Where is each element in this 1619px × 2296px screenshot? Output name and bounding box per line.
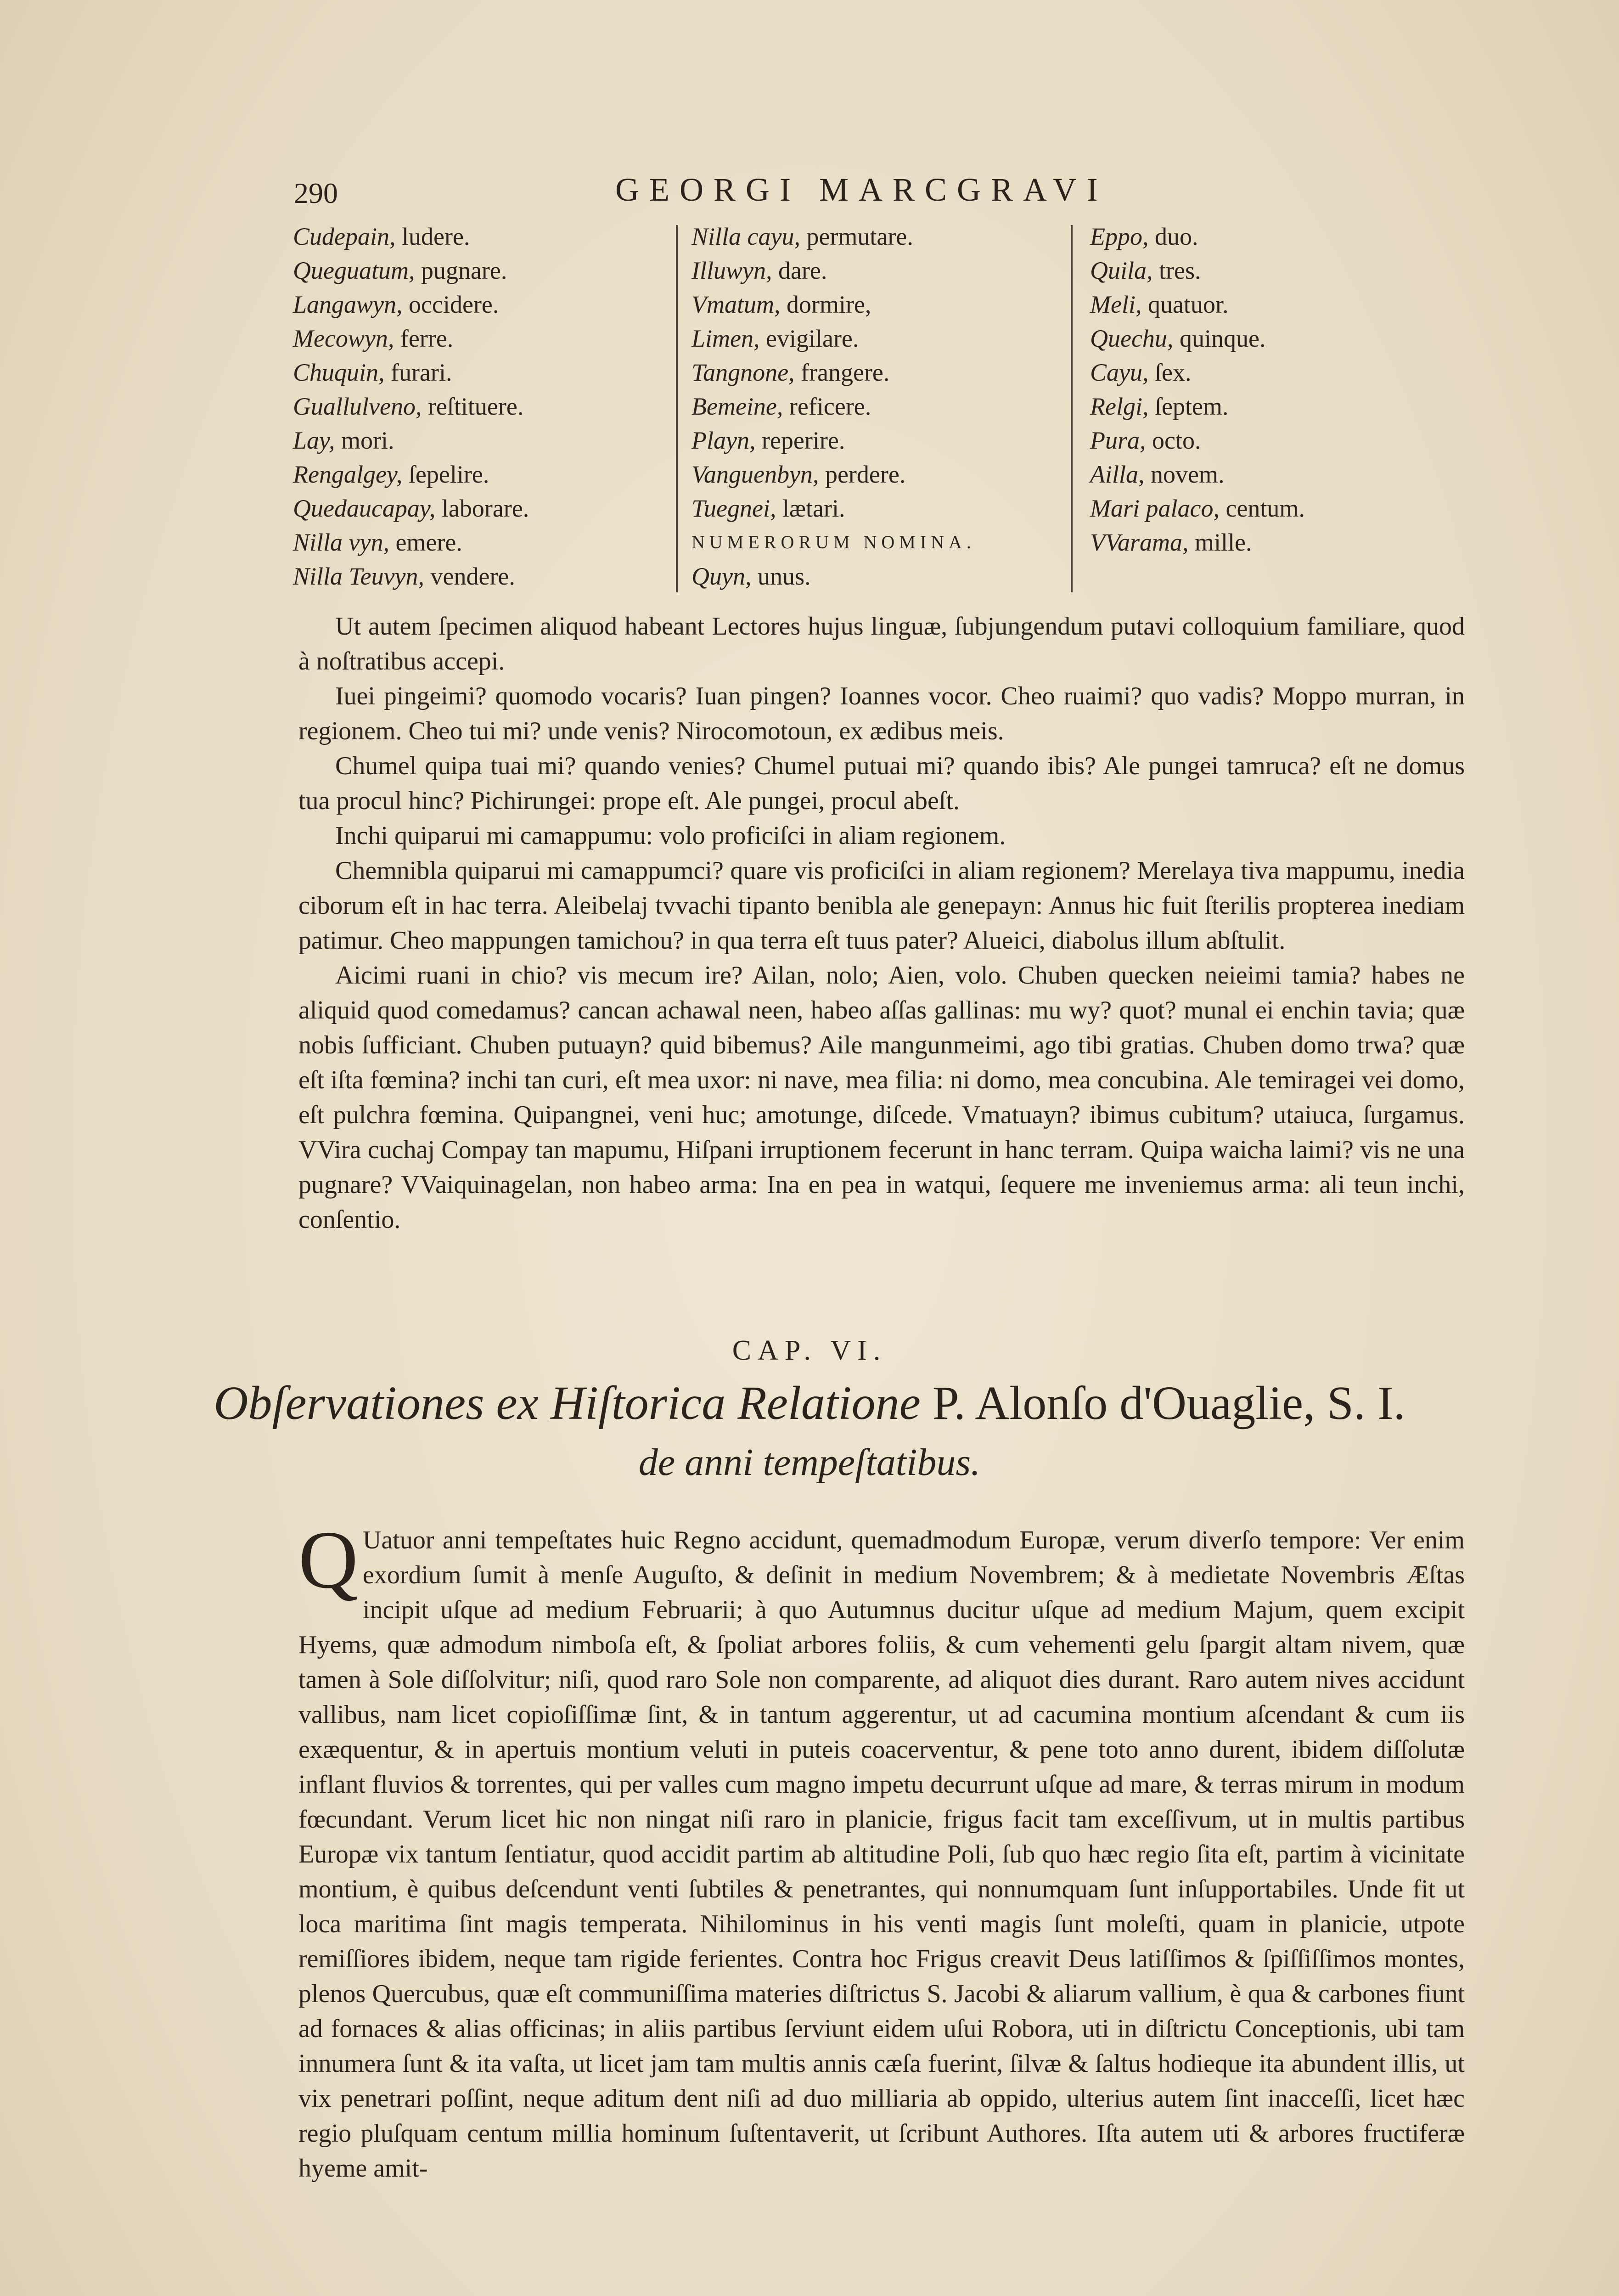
vocab-term: Limen,: [691, 325, 760, 352]
vocab-term: Tuegnei,: [691, 495, 776, 522]
vocab-entry: [293, 321, 660, 355]
vocab-term: Nilla vyn,: [293, 529, 389, 556]
vocab-gloss: furari.: [391, 359, 452, 386]
vocab-gloss: vendere.: [430, 563, 515, 590]
numeral-entry: [1090, 355, 1457, 389]
vocab-term: Mecowyn,: [293, 325, 394, 352]
numeral-entry: [1090, 287, 1457, 321]
vocab-entry: [293, 491, 660, 525]
body-text: Uatuor anni tempeſtates huic Regno accidunt, quemadmodum Europæ, verum diverſo tempore: Ver enim exordium ſumit à menſe Auguſto, & deſinit in medium Novembrem; & à medietate Novembris Æſtas incipit uſque ad medium Februarii; à quo Autumnus ducitur uſque ad medium Majum, quem excipit Hyems, quæ admodum nimboſa eſt, & ſpoliat arbores foliis, & cum vehementi gelu ſpargit altam nivem, quæ tamen à Sole diſſolvitur; niſi, quod raro Sole non comparente, ad aliquot dies durant. Raro autem nives accidunt vallibus, nam licet copioſiſſimæ ſint, & in tantum aggerentur, ut ad cacumina montium aſcendant & cum iis exæquentur, & in apertuis montium veluti in puteis coacerventur, & pene toto anno durent, ibidem diſſolutæ inflant fluvios & torrentes, qui per valles cum magno impetu decurrunt uſque ad mare, & terras mirum in modum fœcundant. Verum licet hic non ningat niſi raro in planicie, frigus facit tam exceſſivum, ut in multis partibus Europæ vix tantum ſentiatur, quod accidit partim ab altitudine Poli, ſub quo hæc regio ſita eſt, partim à vicinitate montium, è quibus deſcendunt venti ſubtiles & penetrantes, qui nonnumquam ſunt inſupportabiles. Unde fit ut loca maritima ſint magis temperata. Nihilominus in his venti magis ſunt moleſti, quam in planicie, utpote remiſſiores ibidem, neque tam rigide ferientes. Contra hoc Frigus creavit Deus latiſſimos & ſpiſſiſſimos montes, plenos Quercubus, quæ eſt communiſſima materies diſtrictus S. Jacobi & aliarum vallium, è qua & carbones fiunt ad fornaces & alias officinas; in aliis partibus ſerviunt eidem uſui Robora, uti in diſtrictu Conceptionis, ubi tam innumera ſunt & ita vaſta, ut licet jam tam multis annis cæſa fuerint, ſilvæ & ſaltus hodieque ita abundent illis, ut vix penetrari poſſint, neque aditum dent niſi ad duo milliaria ab oppido, ulterius autem ſint inacceſſi, licet hæc regio pluſquam centum millia hominum ſuſtentaverit, ut ſcribunt Authores. Iſta autem uti & arbores fructiferæ hyeme amit-: [298, 1526, 1465, 2183]
numeral-gloss: ſeptem.: [1154, 393, 1229, 420]
vocab-gloss: dormire,: [786, 291, 871, 318]
vocab-gloss: evigilare.: [766, 325, 859, 352]
numeral-entry: [1090, 389, 1457, 423]
numeral-entry: [1090, 491, 1457, 525]
numeral-gloss: duo.: [1155, 223, 1198, 250]
vocab-term: Nilla Teuvyn,: [293, 563, 425, 590]
numeral-term: Quechu,: [1090, 325, 1174, 352]
vocab-term: Playn,: [691, 427, 756, 454]
running-head: GEORGI MARCGRAVI: [615, 171, 1108, 208]
vocab-entry: [691, 423, 1068, 457]
numeral-gloss: quatuor.: [1147, 291, 1229, 318]
chapter-label: CAP. VI.: [732, 1335, 887, 1366]
column-rule-left: [676, 225, 678, 592]
vocab-term: Cudepain,: [293, 223, 396, 250]
vocab-gloss: perdere.: [825, 461, 906, 488]
vocab-gloss: mori.: [341, 427, 394, 454]
numeral-term: Relgi,: [1090, 393, 1149, 420]
chapter-title-part1: Obſervationes ex Hiſtorica Relatione: [214, 1377, 921, 1429]
vocab-term: Lay,: [293, 427, 335, 454]
vocabulary-column-2: [691, 219, 1068, 593]
vocab-gloss: pugnare.: [421, 257, 507, 284]
vocab-entry: [293, 287, 660, 321]
vocab-entry: [691, 559, 1068, 593]
numeral-entry: [1090, 525, 1457, 559]
vocab-entry: [691, 389, 1068, 423]
dialogue-intro: Ut autem ſpecimen aliquod habeant Lectores hujus linguæ, ſubjungendum putavi colloquium familiare, quod à noſtratibus accepi.: [298, 612, 1465, 675]
vocab-gloss: occidere.: [409, 291, 499, 318]
vocab-gloss: ſepelire.: [408, 461, 489, 488]
vocab-gloss: ferre.: [400, 325, 454, 352]
numeral-term: Eppo,: [1090, 223, 1149, 250]
numeral-term: Quila,: [1090, 257, 1153, 284]
chapter-subtitle: de anni tempeſtatibus.: [638, 1441, 981, 1484]
numeral-term: Pura,: [1090, 427, 1146, 454]
vocab-entry: [691, 219, 1068, 253]
vocab-entry: [293, 525, 660, 559]
numeral-gloss: quinque.: [1179, 325, 1266, 352]
numeral-entry: [1090, 321, 1457, 355]
vocab-gloss: dare.: [778, 257, 827, 284]
vocab-gloss: frangere.: [801, 359, 890, 386]
vocab-term: Chuquin,: [293, 359, 385, 386]
dialogue-paragraph: Chumel quipa tuai mi? quando venies? Chumel putuai mi? quando ibis? Ale pungei tamruca? eſt ne domus tua procul hinc? Pichirungei: prope eſt. Ale pungei, procul abeſt.: [298, 752, 1465, 815]
numeral-gloss: mille.: [1195, 529, 1252, 556]
vocab-term: Nilla cayu,: [691, 223, 800, 250]
numeral-term: Cayu,: [1090, 359, 1149, 386]
vocab-term: Guallulveno,: [293, 393, 422, 420]
vocab-entry: [691, 321, 1068, 355]
vocab-entry: [293, 219, 660, 253]
vocab-term: Langawyn,: [293, 291, 403, 318]
vocab-term: Vmatum,: [691, 291, 781, 318]
body-paragraph: [298, 1514, 1465, 2186]
vocab-entry: [293, 559, 660, 593]
vocab-term: Quedaucapay,: [293, 495, 436, 522]
numeral-gloss: tres.: [1159, 257, 1201, 284]
vocab-term: Queguatum,: [293, 257, 415, 284]
vocab-entry: [293, 253, 660, 287]
numeral-gloss: novem.: [1151, 461, 1225, 488]
vocab-gloss: reperire.: [761, 427, 845, 454]
numerals-heading: NUMERORUM NOMINA.: [691, 532, 976, 552]
drop-cap: Q: [298, 1514, 358, 1605]
dialogue-paragraph: Iuei pingeimi? quomodo vocaris? Iuan pingen? Ioannes vocor. Cheo ruaimi? quo vadis? Moppo murran, in regionem. Cheo tui mi? unde venis? Nirocomotoun, ex ædibus meis.: [298, 682, 1465, 745]
numerals-column: [1090, 219, 1457, 559]
numeral-gloss: ſex.: [1155, 359, 1192, 386]
numeral-term: Mari palaco,: [1090, 495, 1220, 522]
vocab-entry: [293, 355, 660, 389]
vocab-entry: [691, 287, 1068, 321]
vocab-gloss: lætari.: [782, 495, 845, 522]
vocab-entry: [293, 423, 660, 457]
numeral-entry: [1090, 423, 1457, 457]
numeral-term: Ailla,: [1090, 461, 1145, 488]
chapter-title-part2: P. Alonſo d'Ouaglie, S. I.: [932, 1377, 1405, 1429]
vocab-gloss: laborare.: [441, 495, 529, 522]
dialogue-section: [298, 609, 1465, 1237]
chapter-title: [0, 1376, 1619, 1430]
vocab-entry: [293, 389, 660, 423]
vocab-gloss: emere.: [395, 529, 462, 556]
numeral-entry: [1090, 457, 1457, 491]
dialogue-paragraph: Chemnibla quiparui mi camappumci? quare vis proficiſci in aliam regionem? Merelaya tiva mappumu, inedia ciborum eſt in hac terra. Aleibelaj tvvachi tipanto benibla ale genepayn: Annus hic fuit ſterilis propterea inediam patimur. Cheo mappungen tamichou? in qua terra eſt tuus pater? Alueici, diabolus illum abſtulit.: [298, 856, 1465, 955]
numeral-entry: [1090, 219, 1457, 253]
vocab-gloss: permutare.: [806, 223, 913, 250]
vocab-gloss: reficere.: [789, 393, 871, 420]
vocab-term: Tangnone,: [691, 359, 795, 386]
vocab-gloss: reſtituere.: [427, 393, 524, 420]
vocab-term: Rengalgey,: [293, 461, 403, 488]
vocab-term: Vanguenbyn,: [691, 461, 819, 488]
vocab-entry: [691, 457, 1068, 491]
numeral-entry: [1090, 253, 1457, 287]
numeral-term: VVarama,: [1090, 529, 1189, 556]
vocab-gloss: ludere.: [402, 223, 470, 250]
vocab-term: Bemeine,: [691, 393, 783, 420]
column-rule-right: [1071, 225, 1073, 592]
page-number: 290: [294, 177, 338, 209]
vocab-entry: [293, 457, 660, 491]
vocab-entry: [691, 253, 1068, 287]
dialogue-paragraph: Inchi quiparui mi camappumu: volo proficiſci in aliam regionem.: [335, 822, 1006, 850]
numeral-gloss: octo.: [1152, 427, 1201, 454]
numeral-term: Meli,: [1090, 291, 1142, 318]
numeral-gloss: centum.: [1225, 495, 1305, 522]
vocab-gloss: unus.: [757, 563, 811, 590]
vocabulary-column-1: [293, 219, 660, 593]
vocab-term: Quyn,: [691, 563, 752, 590]
dialogue-paragraph: Aicimi ruani in chio? vis mecum ire? Ailan, nolo; Aien, volo. Chuben quecken neieimi tamia? habes ne aliquid quod comedamus? cancan achawal neen, habeo aſſas gallinas: mu wy? quot? munal ei enchin tavia; quæ nobis ſufficiant. Chuben putuayn? quid bibemus? Aile mangunmeimi, ago tibi gratias. Chuben domo trwa? quæ eſt iſta fœmina? inchi tan curi, eſt mea uxor: ni nave, mea filia: ni domo, mea concubina. Ale temiragei vei domo, eſt pulchra fœmina. Quipangnei, veni huc; amotunge, diſcede. Vmatuayn? ibimus cubitum? utaiuca, ſurgamus. VVira cuchaj Compay tan mapumu, Hiſpani irruptionem fecerunt in hanc terram. Quipa waicha laimi? vis ne una pugnare? VVaiquinagelan, non habeo arma: Ina en pea in watqui, ſequere me inveniemus arma: ali teun inchi, conſentio.: [298, 961, 1465, 1234]
vocab-entry: [691, 355, 1068, 389]
vocab-entry: [691, 491, 1068, 525]
vocab-term: Illuwyn,: [691, 257, 772, 284]
